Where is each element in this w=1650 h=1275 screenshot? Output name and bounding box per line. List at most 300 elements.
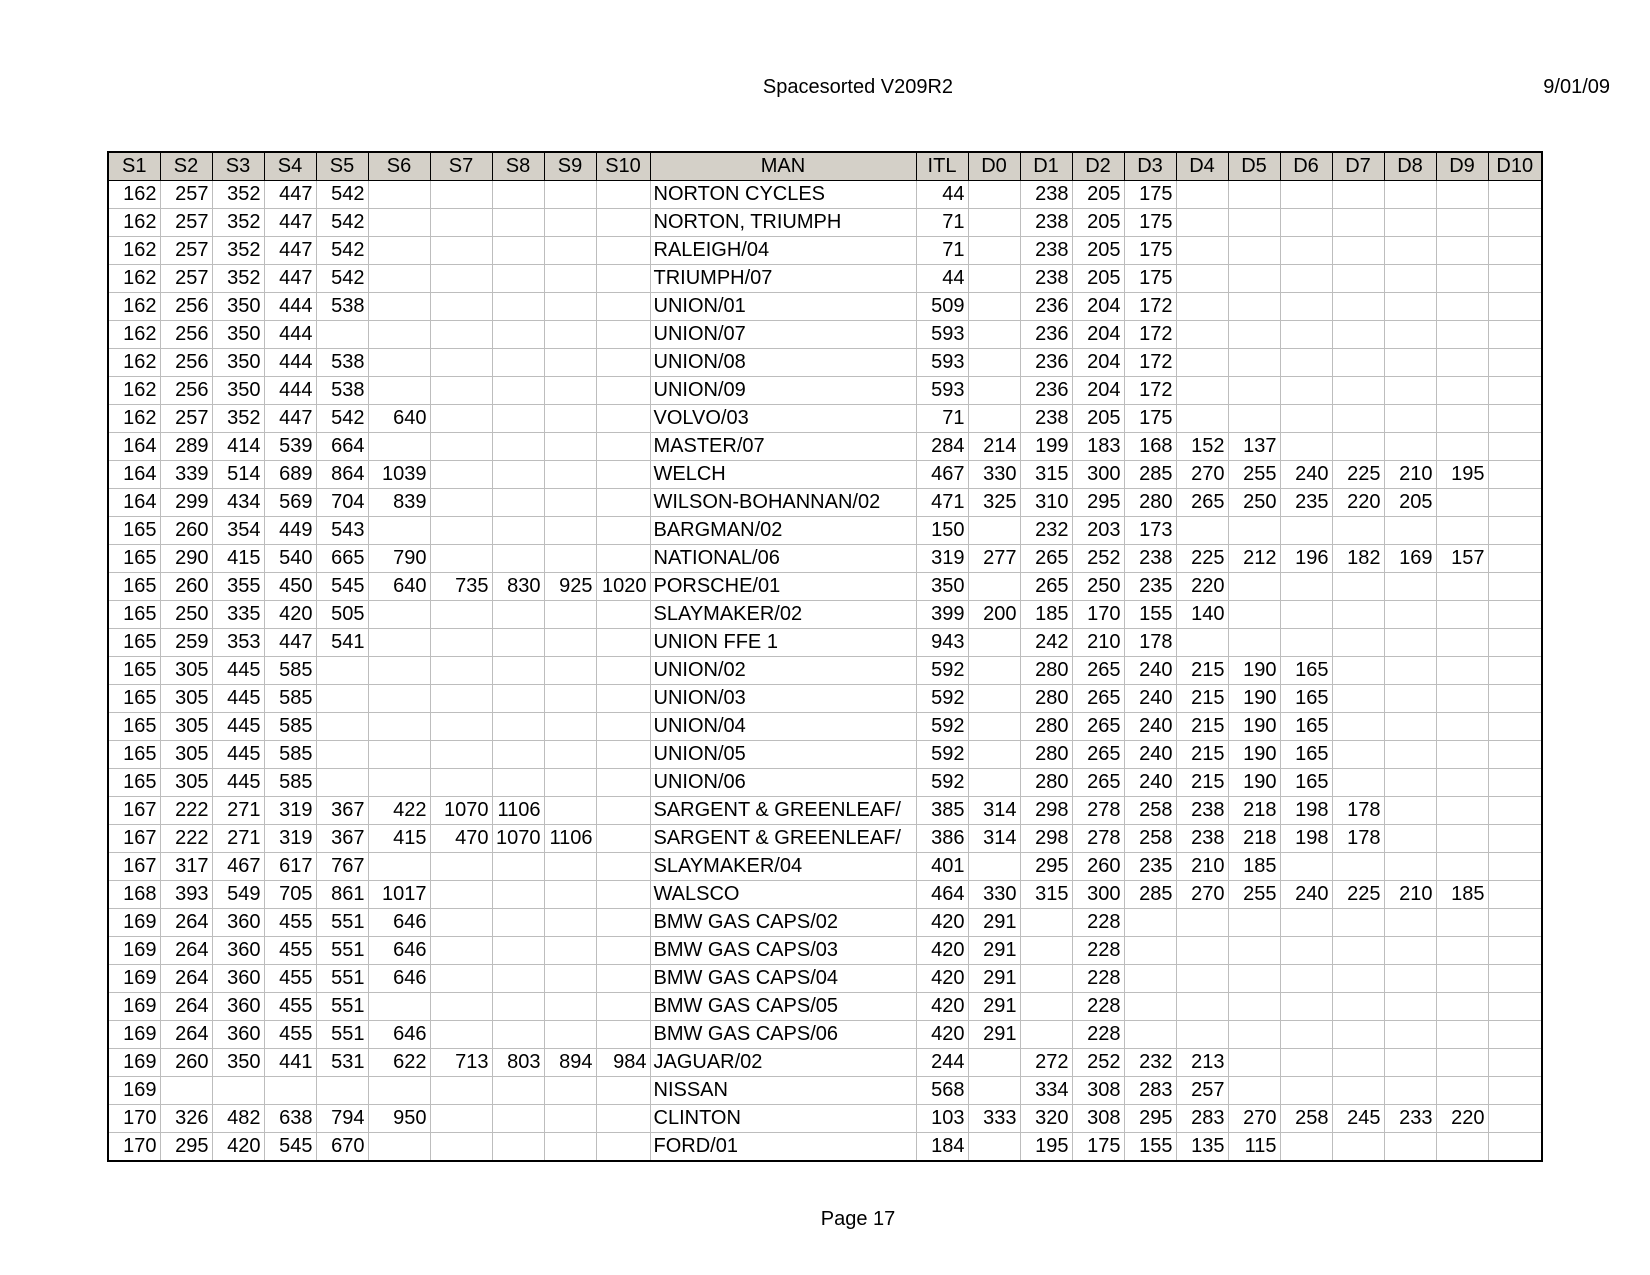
table-cell: 271 (212, 825, 264, 853)
table-cell (1020, 1021, 1072, 1049)
table-cell: WALSCO (650, 881, 916, 909)
table-cell: 152 (1176, 433, 1228, 461)
table-cell: 291 (968, 1021, 1020, 1049)
table-cell: 165 (1280, 713, 1332, 741)
table-cell: 593 (916, 377, 968, 405)
table-cell (968, 853, 1020, 881)
table-cell (1436, 825, 1488, 853)
table-cell: BMW GAS CAPS/02 (650, 909, 916, 937)
table-cell: 215 (1176, 769, 1228, 797)
table-cell: CLINTON (650, 1105, 916, 1133)
table-cell (1332, 349, 1384, 377)
table-cell: 326 (160, 1105, 212, 1133)
table-cell: 238 (1020, 405, 1072, 433)
table-cell: 240 (1124, 713, 1176, 741)
table-cell: 252 (1072, 545, 1124, 573)
table-cell: UNION/05 (650, 741, 916, 769)
table-cell: 178 (1332, 825, 1384, 853)
table-row (108, 965, 1542, 993)
table-row (108, 825, 1542, 853)
table-cell: 270 (1176, 461, 1228, 489)
table-cell (968, 1133, 1020, 1162)
table-cell: 218 (1228, 825, 1280, 853)
table-cell (492, 881, 544, 909)
table-cell: 162 (108, 405, 160, 433)
table-cell: 280 (1020, 685, 1072, 713)
table-cell: 360 (212, 993, 264, 1021)
table-row (108, 545, 1542, 573)
table-cell (1384, 293, 1436, 321)
table-cell: 228 (1072, 937, 1124, 965)
table-cell: 1070 (430, 797, 492, 825)
table-cell: 360 (212, 937, 264, 965)
table-cell (492, 909, 544, 937)
table-cell: 168 (1124, 433, 1176, 461)
table-cell (492, 685, 544, 713)
table-cell (1020, 993, 1072, 1021)
table-cell: 258 (1124, 797, 1176, 825)
table-cell: 198 (1280, 797, 1332, 825)
table-cell (1332, 937, 1384, 965)
table-cell (968, 573, 1020, 601)
table-cell: 195 (1436, 461, 1488, 489)
table-cell (1384, 405, 1436, 433)
table-row (108, 741, 1542, 769)
column-header-d6: D6 (1280, 152, 1332, 181)
table-row (108, 321, 1542, 349)
table-cell: 549 (212, 881, 264, 909)
table-cell (430, 881, 492, 909)
table-cell: 238 (1020, 237, 1072, 265)
table-cell: 228 (1072, 965, 1124, 993)
table-cell (368, 517, 430, 545)
table-cell: 162 (108, 349, 160, 377)
table-cell (544, 349, 596, 377)
table-cell: 414 (212, 433, 264, 461)
table-cell: NORTON CYCLES (650, 181, 916, 209)
table-cell (1332, 181, 1384, 209)
table-row (108, 909, 1542, 937)
table-cell (596, 517, 650, 545)
table-cell: 585 (264, 769, 316, 797)
table-cell (1176, 377, 1228, 405)
table-cell (1384, 993, 1436, 1021)
table-cell: BMW GAS CAPS/04 (650, 965, 916, 993)
table-cell: 270 (1228, 1105, 1280, 1133)
table-cell: 232 (1124, 1049, 1176, 1077)
table-cell (492, 237, 544, 265)
table-cell (1280, 573, 1332, 601)
table-cell (1332, 517, 1384, 545)
table-cell (316, 685, 368, 713)
table-cell: 115 (1228, 1133, 1280, 1162)
table-cell (1332, 293, 1384, 321)
table-cell: 943 (916, 629, 968, 657)
table-cell: 350 (212, 321, 264, 349)
table-cell (1436, 517, 1488, 545)
table-cell: 335 (212, 601, 264, 629)
table-cell (596, 601, 650, 629)
table-cell: 215 (1176, 657, 1228, 685)
table-body (108, 181, 1542, 1162)
table-cell (544, 629, 596, 657)
table-cell (544, 377, 596, 405)
table-cell: 170 (108, 1133, 160, 1162)
table-cell: 670 (316, 1133, 368, 1162)
table-cell: 271 (212, 797, 264, 825)
table-cell (596, 713, 650, 741)
table-cell (1436, 993, 1488, 1021)
table-cell: 319 (916, 545, 968, 573)
table-cell: 665 (316, 545, 368, 573)
table-cell (1280, 209, 1332, 237)
table-cell (1176, 237, 1228, 265)
table-cell: 204 (1072, 377, 1124, 405)
table-cell (1280, 181, 1332, 209)
table-cell: 1106 (544, 825, 596, 853)
table-cell (1436, 769, 1488, 797)
table-row (108, 713, 1542, 741)
table-cell (492, 461, 544, 489)
table-cell: NISSAN (650, 1077, 916, 1105)
table-cell: 325 (968, 489, 1020, 517)
table-cell (1280, 517, 1332, 545)
table-cell (596, 825, 650, 853)
table-cell (1228, 405, 1280, 433)
table-cell: 280 (1020, 657, 1072, 685)
table-cell (368, 349, 430, 377)
table-cell: 168 (108, 881, 160, 909)
table-cell: 257 (160, 181, 212, 209)
table-cell (1332, 237, 1384, 265)
table-cell (1280, 1021, 1332, 1049)
table-cell: 333 (968, 1105, 1020, 1133)
table-cell: 204 (1072, 293, 1124, 321)
table-cell (1176, 405, 1228, 433)
table-cell (1124, 1021, 1176, 1049)
table-cell: 190 (1228, 685, 1280, 713)
table-cell: 137 (1228, 433, 1280, 461)
table-cell: 330 (968, 461, 1020, 489)
table-cell: 257 (1176, 1077, 1228, 1105)
table-cell: 196 (1280, 545, 1332, 573)
table-cell (1384, 713, 1436, 741)
table-cell (1332, 909, 1384, 937)
table-cell: 592 (916, 769, 968, 797)
table-cell (1488, 965, 1542, 993)
table-cell (1332, 629, 1384, 657)
table-cell: 165 (1280, 769, 1332, 797)
table-cell (596, 965, 650, 993)
table-cell: 265 (1072, 713, 1124, 741)
table-cell (1436, 937, 1488, 965)
table-cell: 165 (108, 685, 160, 713)
table-cell: 894 (544, 1049, 596, 1077)
column-header-d8: D8 (1384, 152, 1436, 181)
table-cell (368, 741, 430, 769)
table-cell: 445 (212, 741, 264, 769)
table-cell (492, 405, 544, 433)
table-cell: WILSON-BOHANNAN/02 (650, 489, 916, 517)
table-cell: 592 (916, 713, 968, 741)
table-cell (1384, 1021, 1436, 1049)
table-cell: 236 (1020, 377, 1072, 405)
table-cell: 593 (916, 321, 968, 349)
table-cell: 455 (264, 909, 316, 937)
table-cell (1436, 489, 1488, 517)
table-cell: 305 (160, 769, 212, 797)
table-cell (1384, 1049, 1436, 1077)
table-cell: 794 (316, 1105, 368, 1133)
table-cell: 257 (160, 237, 212, 265)
table-cell (596, 741, 650, 769)
table-cell (1280, 965, 1332, 993)
table-cell (1228, 1077, 1280, 1105)
table-cell (1020, 909, 1072, 937)
table-cell: 689 (264, 461, 316, 489)
table-cell (968, 265, 1020, 293)
table-cell (596, 265, 650, 293)
table-cell: 205 (1072, 209, 1124, 237)
column-header-d0: D0 (968, 152, 1020, 181)
table-cell: 385 (916, 797, 968, 825)
table-cell: 256 (160, 377, 212, 405)
table-cell: 205 (1072, 405, 1124, 433)
table-cell (430, 937, 492, 965)
table-cell (596, 489, 650, 517)
table-cell: 471 (916, 489, 968, 517)
table-cell: 542 (316, 181, 368, 209)
table-cell: 464 (916, 881, 968, 909)
table-cell (596, 629, 650, 657)
table-cell (1332, 657, 1384, 685)
page-number: Page 17 (820, 1208, 896, 1230)
table-cell: 236 (1020, 349, 1072, 377)
table-cell: 447 (264, 181, 316, 209)
table-cell (596, 377, 650, 405)
table-cell (596, 181, 650, 209)
table-cell: 585 (264, 741, 316, 769)
table-header-row (108, 152, 1542, 181)
table-cell: 232 (1020, 517, 1072, 545)
table-cell: 162 (108, 377, 160, 405)
table-cell (492, 741, 544, 769)
table-cell (968, 181, 1020, 209)
table-cell (596, 853, 650, 881)
table-cell: 352 (212, 405, 264, 433)
table-cell: 150 (916, 517, 968, 545)
table-cell (544, 293, 596, 321)
table-cell (1436, 377, 1488, 405)
table-cell (1176, 517, 1228, 545)
table-cell (544, 517, 596, 545)
table-cell: 300 (1072, 461, 1124, 489)
table-cell (368, 433, 430, 461)
table-cell (430, 1133, 492, 1162)
table-cell (492, 377, 544, 405)
table-row (108, 405, 1542, 433)
table-cell: 162 (108, 237, 160, 265)
table-cell (492, 657, 544, 685)
table-cell (596, 321, 650, 349)
table-cell: 280 (1020, 741, 1072, 769)
table-cell (1384, 937, 1436, 965)
table-cell (1332, 601, 1384, 629)
table-cell: 455 (264, 965, 316, 993)
table-cell (1228, 237, 1280, 265)
table-cell: 236 (1020, 321, 1072, 349)
table-cell: 264 (160, 1021, 212, 1049)
table-row (108, 881, 1542, 909)
table-cell (1488, 1077, 1542, 1105)
table-cell (596, 461, 650, 489)
table-row (108, 1021, 1542, 1049)
table-cell: 71 (916, 209, 968, 237)
table-cell (1332, 1021, 1384, 1049)
table-cell: 291 (968, 993, 1020, 1021)
table-cell: 228 (1072, 909, 1124, 937)
table-cell: 222 (160, 797, 212, 825)
table-cell (544, 265, 596, 293)
table-cell (596, 685, 650, 713)
table-cell: 264 (160, 909, 212, 937)
table-row (108, 265, 1542, 293)
table-cell: 258 (1280, 1105, 1332, 1133)
table-cell (1124, 965, 1176, 993)
table-cell (1436, 741, 1488, 769)
table-cell: 467 (212, 853, 264, 881)
table-cell (1228, 1021, 1280, 1049)
table-cell: 172 (1124, 321, 1176, 349)
table-cell: 285 (1124, 881, 1176, 909)
table-cell (1384, 1133, 1436, 1162)
table-cell (1176, 293, 1228, 321)
table-cell (544, 489, 596, 517)
table-cell: 175 (1124, 237, 1176, 265)
table-row (108, 1049, 1542, 1077)
page-title: Spacesorted V209R2 (762, 76, 954, 98)
table-cell (1176, 909, 1228, 937)
table-cell: 314 (968, 797, 1020, 825)
table-cell (1280, 993, 1332, 1021)
table-cell (1124, 909, 1176, 937)
table-cell: 352 (212, 209, 264, 237)
table-cell (1280, 1049, 1332, 1077)
table-cell (1488, 209, 1542, 237)
table-cell: UNION/08 (650, 349, 916, 377)
table-cell (1384, 181, 1436, 209)
table-cell (212, 1077, 264, 1105)
column-header-d5: D5 (1228, 152, 1280, 181)
table-cell: 353 (212, 629, 264, 657)
table-cell: RALEIGH/04 (650, 237, 916, 265)
table-cell (1436, 601, 1488, 629)
table-cell (430, 349, 492, 377)
table-cell (1228, 181, 1280, 209)
table-cell: 170 (108, 1105, 160, 1133)
table-cell: 545 (316, 573, 368, 601)
column-header-d7: D7 (1332, 152, 1384, 181)
table-cell: 444 (264, 321, 316, 349)
table-cell (596, 937, 650, 965)
table-cell: 713 (430, 1049, 492, 1077)
table-cell: 250 (160, 601, 212, 629)
table-cell: 272 (1020, 1049, 1072, 1077)
table-cell: 238 (1176, 825, 1228, 853)
table-row (108, 1105, 1542, 1133)
table-cell: 265 (1020, 573, 1072, 601)
table-cell (430, 713, 492, 741)
table-cell (1384, 685, 1436, 713)
table-cell: 864 (316, 461, 368, 489)
table-cell: 1017 (368, 881, 430, 909)
table-cell: 172 (1124, 293, 1176, 321)
table-cell: 169 (108, 1021, 160, 1049)
table-cell: 542 (316, 405, 368, 433)
table-cell (1384, 601, 1436, 629)
table-cell (492, 601, 544, 629)
table-cell: 169 (108, 909, 160, 937)
table-cell: 585 (264, 713, 316, 741)
table-cell: 238 (1176, 797, 1228, 825)
table-cell (316, 657, 368, 685)
table-cell (430, 433, 492, 461)
table-cell: 592 (916, 657, 968, 685)
table-cell: 277 (968, 545, 1020, 573)
table-cell: UNION/09 (650, 377, 916, 405)
table-cell (1436, 1049, 1488, 1077)
table-cell (968, 405, 1020, 433)
table-cell: 169 (108, 993, 160, 1021)
table-cell: 447 (264, 209, 316, 237)
table-cell (1280, 349, 1332, 377)
table-cell: 235 (1280, 489, 1332, 517)
table-cell (544, 713, 596, 741)
table-cell: 393 (160, 881, 212, 909)
table-cell (1228, 377, 1280, 405)
table-cell: 551 (316, 1021, 368, 1049)
column-header-s10: S10 (596, 152, 650, 181)
table-cell (492, 993, 544, 1021)
column-header-s8: S8 (492, 152, 544, 181)
table-cell (430, 1021, 492, 1049)
column-header-s9: S9 (544, 152, 596, 181)
table-cell (596, 657, 650, 685)
column-header-s1: S1 (108, 152, 160, 181)
table-cell: 173 (1124, 517, 1176, 545)
table-cell (1228, 349, 1280, 377)
table-cell: 434 (212, 489, 264, 517)
table-cell: 175 (1124, 209, 1176, 237)
table-cell (1488, 853, 1542, 881)
table-cell: 280 (1020, 713, 1072, 741)
table-row (108, 573, 1542, 601)
table-cell: UNION/04 (650, 713, 916, 741)
table-cell: 568 (916, 1077, 968, 1105)
table-cell: 539 (264, 433, 316, 461)
table-cell: NORTON, TRIUMPH (650, 209, 916, 237)
table-cell (544, 181, 596, 209)
table-cell: 735 (430, 573, 492, 601)
table-cell: 617 (264, 853, 316, 881)
table-cell (544, 405, 596, 433)
table-cell (1332, 209, 1384, 237)
table-cell (544, 1105, 596, 1133)
table-cell: SARGENT & GREENLEAF/ (650, 825, 916, 853)
table-cell: 283 (1176, 1105, 1228, 1133)
table-cell: 1020 (596, 573, 650, 601)
table-cell: 225 (1332, 881, 1384, 909)
